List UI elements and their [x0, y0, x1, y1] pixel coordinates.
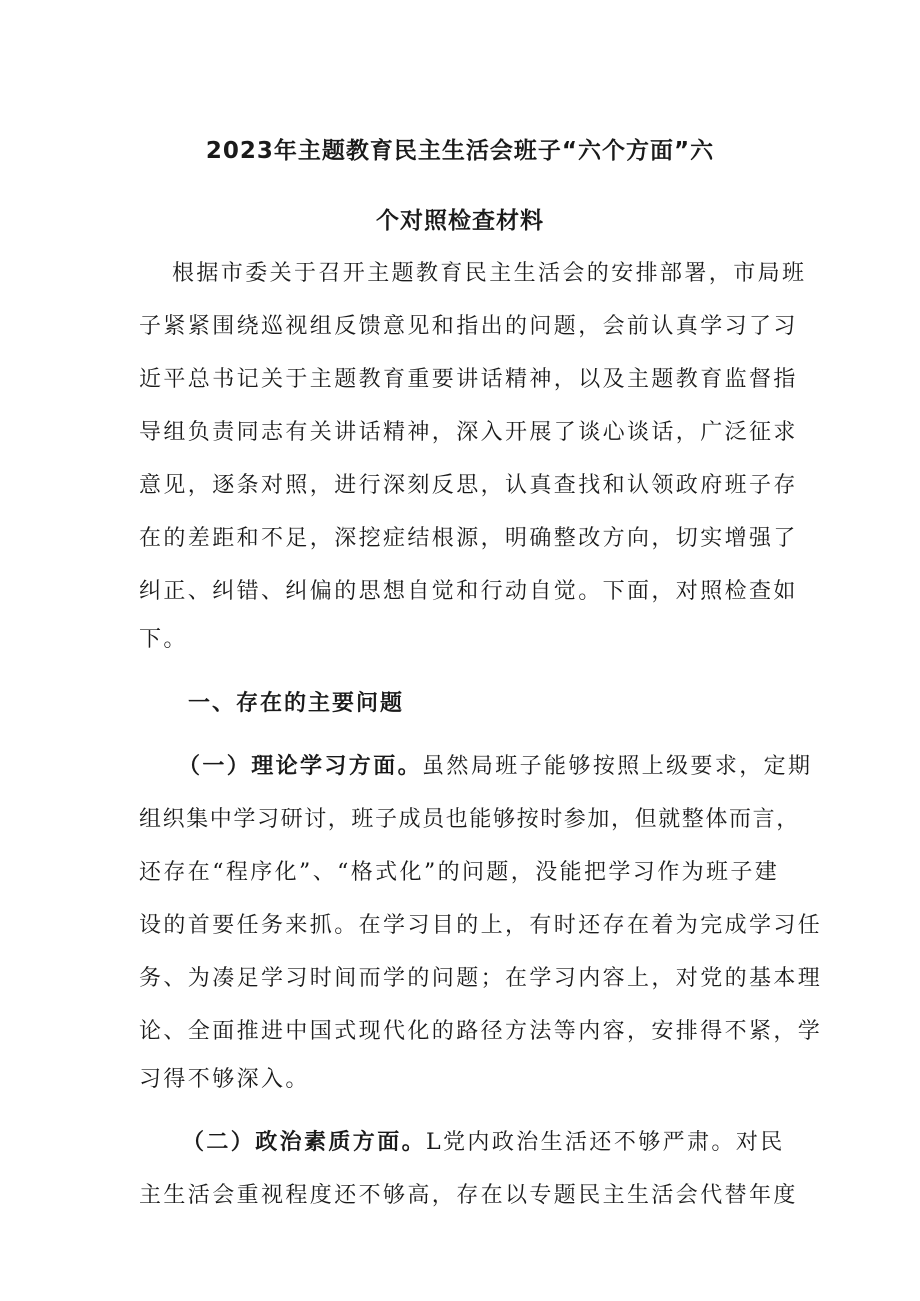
- para1-line: 习得不够深入。: [139, 1067, 310, 1092]
- para1-line: 组织集中学习研讨，班子成员也能够按时参加，但就整体而言，: [139, 807, 800, 832]
- intro-line: 根据市委关于召开主题教育民主生活会的安排部署，市局班: [172, 261, 807, 286]
- para2-first-rest: L党内政治生活还不够严肃。对民: [426, 1130, 785, 1155]
- para2-lead: （二）政治素质方面。: [182, 1130, 427, 1155]
- section-heading: 一、存在的主要问题: [188, 691, 405, 716]
- para2-first-line: [182, 1125, 842, 1156]
- intro-line: 子紧紧围绕巡视组反馈意见和指出的问题，会前认真学习了习: [139, 314, 798, 339]
- intro-line: 下。: [139, 627, 188, 652]
- para1-first-line: [178, 749, 838, 780]
- para1-line: 还存在“程序化”、“格式化”的问题，没能把学习作为班子建: [139, 860, 780, 885]
- para1-first-rest: 虽然局班子能够按照上级要求，定期: [422, 754, 813, 779]
- document-title-line-2: 个对照检查材料: [376, 208, 544, 234]
- para1-line: 务、为凑足学习时间而学的问题；在学习内容上，对党的基本理: [139, 966, 823, 991]
- intro-line: 在的差距和不足，深挖症结根源，明确整改方向，切实增强了: [139, 526, 798, 551]
- para1-lead: （一）理论学习方面。: [178, 754, 423, 779]
- intro-line: 纠正、纠错、纠偏的思想自觉和行动自觉。下面，对照检查如: [139, 579, 798, 604]
- intro-line: 意见，逐条对照，进行深刻反思，认真查找和认领政府班子存: [139, 473, 798, 498]
- intro-line: 导组负责同志有关讲话精神，深入开展了谈心谈话，广泛征求: [139, 420, 798, 445]
- intro-line: 近平总书记关于主题教育重要讲话精神，以及主题教育监督指: [139, 367, 798, 392]
- document-title-line-1: 2023年主题教育民主生活会班子“六个方面”六: [205, 138, 715, 164]
- para1-line: 设的首要任务来抓。在学习目的上，有时还存在着为完成学习任: [139, 913, 823, 938]
- para1-line: 论、全面推进中国式现代化的路径方法等内容，安排得不紧，学: [139, 1019, 823, 1044]
- para2-line: 主生活会重视程度还不够高，存在以专题民主生活会代替年度: [139, 1183, 798, 1208]
